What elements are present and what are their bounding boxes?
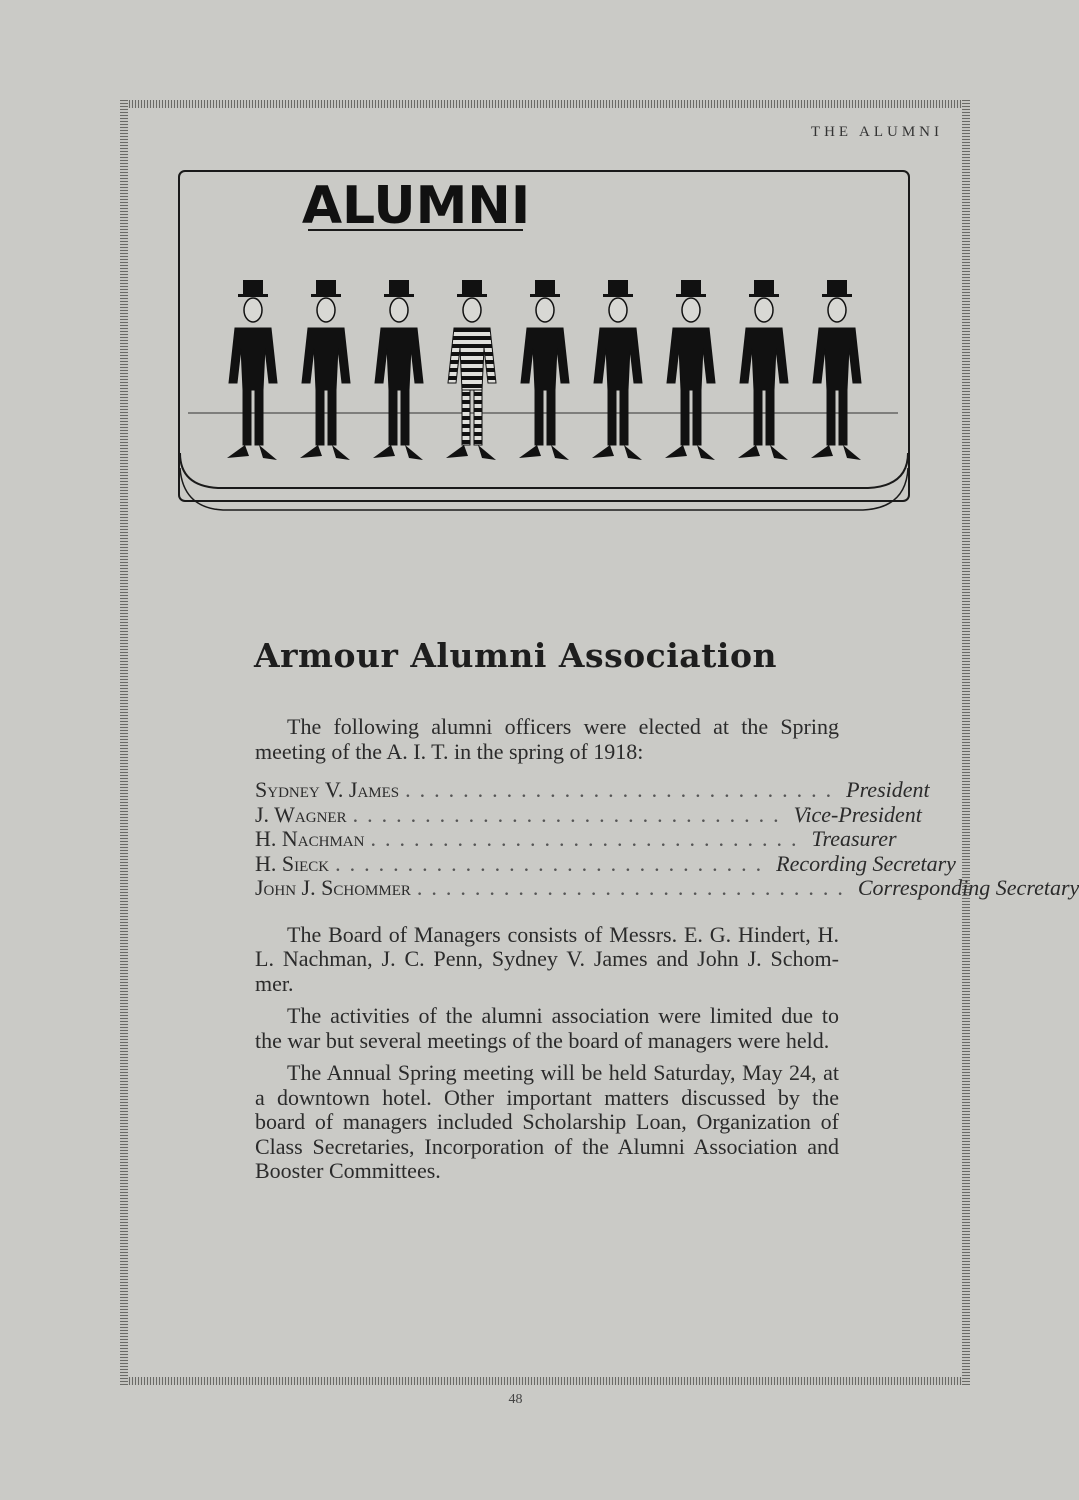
- stage-edge: [180, 453, 908, 488]
- meeting-paragraph: The Annual Spring meeting will be held Saturday, May 24, at a downtown hotel. Other important matters discussed by the board of managers included Scholarship Loan, Organization of Class Secretaries, Incorporation of the Alumni Association and Booster Committees.: [255, 1060, 839, 1183]
- cartoon-figure: [519, 280, 569, 460]
- officer-role: Corresponding Secretary: [857, 875, 1079, 900]
- running-head: THE ALUMNI: [810, 124, 943, 140]
- illustration-title: ALUMNI: [301, 176, 531, 236]
- officer-row: H. Nachman .............................. Treasurer: [255, 826, 897, 851]
- cartoon-figure: [373, 280, 423, 460]
- border-bottom: [120, 1377, 970, 1385]
- cartoon-figure: [738, 280, 788, 460]
- officer-row: Sydney V. James .............................. President: [255, 777, 930, 802]
- page-title: Armour Alumni Association: [254, 636, 777, 675]
- cartoon-figure: [300, 280, 350, 460]
- officer-name: Sydney V. James: [255, 777, 400, 802]
- officer-name: H. Nachman: [255, 826, 365, 851]
- officer-row: John J. Schommer .............................. Corresponding Secretary: [255, 875, 1079, 900]
- activities-paragraph: The activities of the alumni association were limited due to the war but several meetings of the board of managers were held.: [255, 1003, 839, 1053]
- officer-row: H. Sieck .............................. Recording Secretary: [255, 850, 956, 876]
- officer-name: J. Wagner: [255, 801, 347, 827]
- cartoon-figure: [665, 280, 715, 460]
- border-right: [962, 100, 970, 1385]
- alumni-cartoon-illustration: [178, 168, 912, 518]
- officers-list: [255, 777, 1079, 901]
- officer-name: John J. Schommer: [255, 875, 411, 900]
- officer-role: President: [846, 777, 930, 802]
- intro-paragraph: The following alumni officers were elected at the Spring meeting of the A. I. T. in the spring of 1918:: [255, 714, 839, 764]
- officer-name: H. Sieck: [255, 850, 330, 876]
- cartoon-figure: [592, 280, 642, 460]
- board-paragraph: The Board of Managers consists of Messrs. E. G. Hindert, H. L. Nachman, J. C. Penn, Sydney V. James and John J. Schom-mer.: [255, 921, 839, 996]
- border-left: [120, 100, 128, 1385]
- article-body: [255, 714, 1079, 1192]
- officer-row: J. Wagner .............................. Vice-President: [255, 801, 922, 827]
- cartoon-figure: [811, 280, 861, 460]
- page-number: 48: [508, 1392, 523, 1407]
- officer-role: Treasurer: [811, 826, 897, 851]
- officer-role: Vice-President: [793, 801, 922, 827]
- cartoon-figure: [227, 280, 277, 460]
- cartoon-figures: [227, 280, 861, 460]
- border-top: [120, 100, 970, 108]
- cartoon-figure: [446, 280, 496, 460]
- officer-role: Recording Secretary: [776, 850, 956, 876]
